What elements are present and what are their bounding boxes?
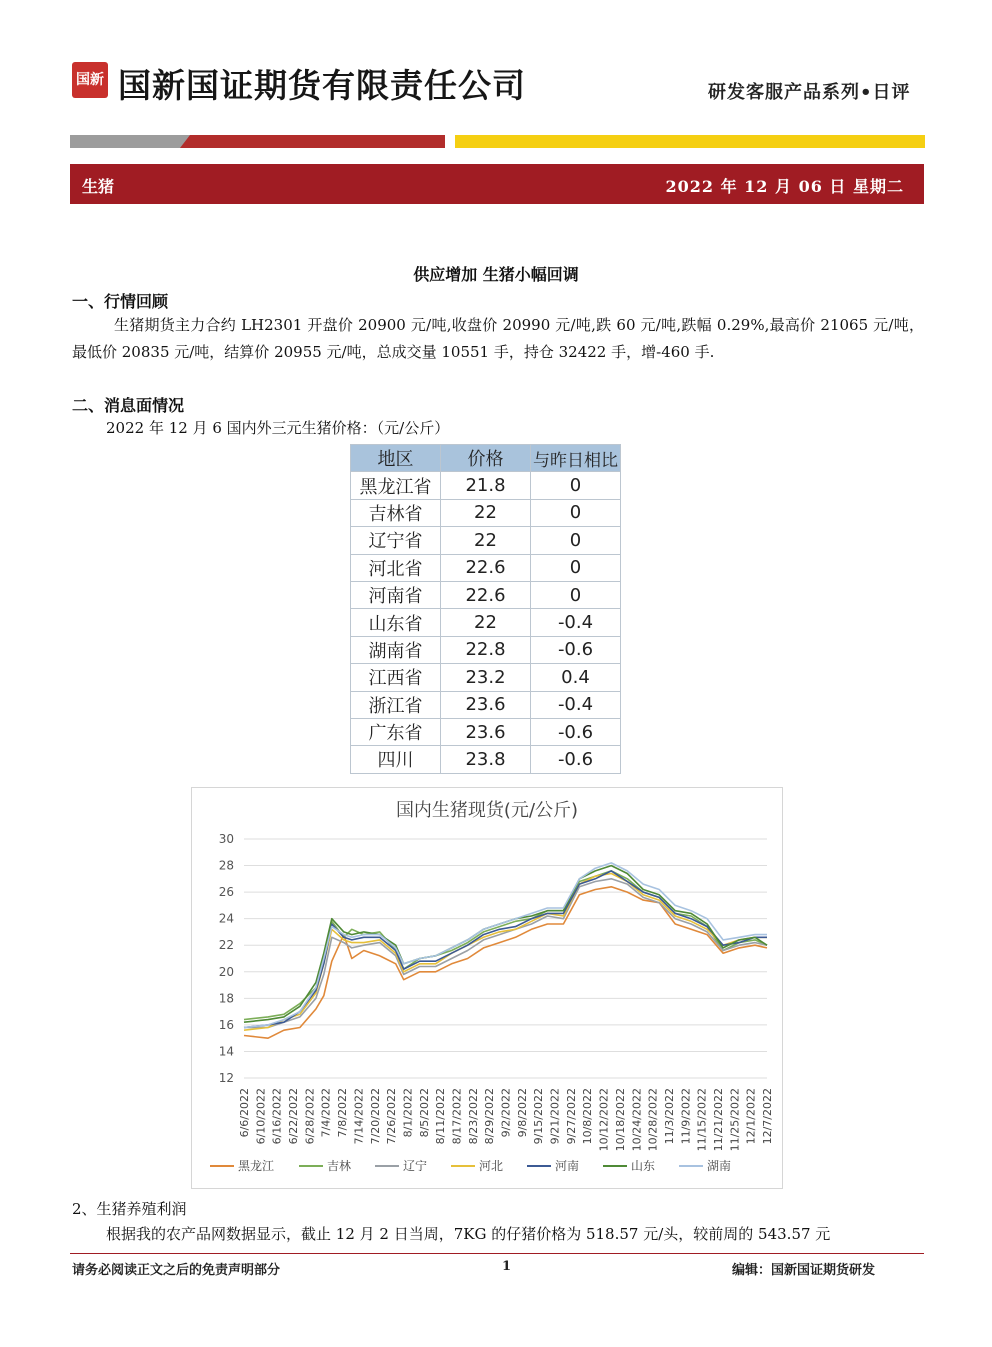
table-cell-region: 四川 bbox=[351, 746, 441, 773]
table-cell-price: 23.2 bbox=[441, 664, 531, 691]
x-tick-label: 6/16/2022 bbox=[270, 1088, 284, 1145]
table-cell-region: 广东省 bbox=[351, 718, 441, 745]
table-header-row bbox=[351, 445, 621, 472]
x-tick-label: 8/1/2022 bbox=[401, 1088, 415, 1138]
section-heading-news: 二、消息面情况 bbox=[72, 396, 185, 415]
table-cell-change: 0.4 bbox=[531, 664, 621, 691]
section-heading-profit: 2、生猪养殖利润 bbox=[72, 1200, 187, 1218]
x-tick-label: 7/14/2022 bbox=[352, 1088, 366, 1145]
legend-label: 吉林 bbox=[327, 1159, 352, 1173]
table-caption: 2022 年 12 月 6 国内外三元生猪价格：（元/公斤） bbox=[106, 419, 450, 437]
x-tick-label: 7/8/2022 bbox=[336, 1088, 350, 1138]
table-cell-region: 山东省 bbox=[351, 609, 441, 636]
series-line-5 bbox=[244, 871, 767, 1028]
table-cell-change: -0.4 bbox=[531, 691, 621, 718]
table-cell-region: 湖南省 bbox=[351, 636, 441, 663]
legend-label: 河北 bbox=[479, 1159, 504, 1173]
y-tick-label: 22 bbox=[218, 938, 234, 953]
table-cell-region: 吉林省 bbox=[351, 499, 441, 526]
x-tick-label: 6/10/2022 bbox=[254, 1088, 268, 1145]
x-tick-label: 7/20/2022 bbox=[368, 1088, 382, 1145]
table-cell-change: 0 bbox=[531, 499, 621, 526]
decor-bar-red bbox=[180, 135, 445, 148]
x-tick-label: 9/27/2022 bbox=[564, 1088, 578, 1145]
x-tick-label: 11/3/2022 bbox=[662, 1088, 676, 1145]
table-cell-change: 0 bbox=[531, 472, 621, 499]
table-row bbox=[351, 718, 621, 745]
x-tick-label: 8/17/2022 bbox=[450, 1088, 464, 1145]
table-row bbox=[351, 746, 621, 773]
report-series: 研发客服产品系列•日评 bbox=[708, 82, 911, 103]
x-tick-label: 9/8/2022 bbox=[515, 1088, 529, 1138]
table-row bbox=[351, 609, 621, 636]
table-row bbox=[351, 554, 621, 581]
y-tick-label: 20 bbox=[218, 964, 234, 979]
y-tick-label: 30 bbox=[218, 832, 234, 846]
table-cell-change: 0 bbox=[531, 581, 621, 608]
y-tick-label: 26 bbox=[218, 885, 234, 900]
table-cell-price: 22.8 bbox=[441, 636, 531, 663]
table-row bbox=[351, 499, 621, 526]
table-row bbox=[351, 581, 621, 608]
category-label: 生猪 bbox=[82, 177, 115, 196]
table-row bbox=[351, 691, 621, 718]
company-logo: 国新 bbox=[72, 62, 108, 98]
footer-divider bbox=[70, 1253, 924, 1254]
table-row bbox=[351, 472, 621, 499]
table-cell-price: 23.6 bbox=[441, 718, 531, 745]
table-cell-change: 0 bbox=[531, 554, 621, 581]
x-tick-label: 12/7/2022 bbox=[761, 1088, 774, 1145]
x-tick-label: 8/5/2022 bbox=[417, 1088, 431, 1138]
table-cell-price: 23.8 bbox=[441, 746, 531, 773]
y-tick-label: 24 bbox=[218, 911, 234, 926]
y-tick-label: 14 bbox=[218, 1044, 234, 1059]
table-cell-price: 23.6 bbox=[441, 691, 531, 718]
category-band bbox=[70, 164, 924, 204]
x-tick-label: 8/11/2022 bbox=[434, 1088, 448, 1145]
table-cell-change: -0.4 bbox=[531, 609, 621, 636]
x-tick-label: 6/22/2022 bbox=[287, 1088, 301, 1145]
x-tick-label: 10/12/2022 bbox=[597, 1088, 611, 1152]
table-cell-region: 黑龙江省 bbox=[351, 472, 441, 499]
table-cell-change: 0 bbox=[531, 527, 621, 554]
table-cell-price: 22 bbox=[441, 499, 531, 526]
y-tick-label: 18 bbox=[218, 991, 234, 1006]
x-tick-label: 9/2/2022 bbox=[499, 1088, 513, 1138]
x-tick-label: 6/28/2022 bbox=[303, 1088, 317, 1145]
table-header-change: 与昨日相比 bbox=[531, 445, 621, 472]
report-date: 2022 年 12 月 06 日 星期二 bbox=[665, 177, 904, 196]
x-tick-label: 10/18/2022 bbox=[613, 1088, 627, 1152]
y-tick-label: 12 bbox=[218, 1071, 234, 1085]
doc-title: 供应增加 生猪小幅回调 bbox=[413, 265, 579, 284]
table-cell-price: 22 bbox=[441, 527, 531, 554]
decor-bar-gray bbox=[70, 135, 190, 148]
legend-label: 黑龙江 bbox=[238, 1159, 275, 1173]
table-cell-change: -0.6 bbox=[531, 636, 621, 663]
decor-bar-yellow bbox=[455, 135, 925, 148]
x-tick-label: 10/28/2022 bbox=[646, 1088, 660, 1152]
y-tick-label: 16 bbox=[218, 1017, 234, 1032]
profit-text: 根据我的农产品网数据显示，截止 12 月 2 日当周，7KG 的仔猪价格为 518.57 元/头，较前周的 543.57 元 bbox=[106, 1225, 831, 1243]
x-tick-label: 9/21/2022 bbox=[548, 1088, 562, 1145]
table-header-price: 价格 bbox=[441, 445, 531, 472]
price-table bbox=[350, 444, 621, 774]
table-row bbox=[351, 527, 621, 554]
table-cell-region: 浙江省 bbox=[351, 691, 441, 718]
table-cell-price: 22 bbox=[441, 609, 531, 636]
x-tick-label: 10/24/2022 bbox=[630, 1088, 644, 1152]
x-tick-label: 8/29/2022 bbox=[483, 1088, 497, 1145]
table-cell-region: 河南省 bbox=[351, 581, 441, 608]
table-cell-region: 辽宁省 bbox=[351, 527, 441, 554]
legend-label: 辽宁 bbox=[403, 1159, 428, 1173]
table-cell-price: 22.6 bbox=[441, 581, 531, 608]
x-tick-label: 11/9/2022 bbox=[679, 1088, 693, 1145]
table-cell-change: -0.6 bbox=[531, 746, 621, 773]
table-row bbox=[351, 636, 621, 663]
page-number: 1 bbox=[502, 1259, 512, 1274]
section-heading-market-review: 一、行情回顾 bbox=[72, 292, 169, 311]
hog-price-chart bbox=[191, 787, 783, 1189]
table-cell-change: -0.6 bbox=[531, 718, 621, 745]
series-line-3 bbox=[244, 879, 767, 1028]
table-row bbox=[351, 664, 621, 691]
legend-label: 河南 bbox=[555, 1159, 580, 1173]
legend-label: 湖南 bbox=[707, 1159, 732, 1173]
table-cell-region: 江西省 bbox=[351, 664, 441, 691]
x-tick-label: 12/1/2022 bbox=[744, 1088, 758, 1145]
table-header-region: 地区 bbox=[351, 445, 441, 472]
x-tick-label: 11/15/2022 bbox=[695, 1088, 709, 1152]
table-cell-region: 河北省 bbox=[351, 554, 441, 581]
table-cell-price: 22.6 bbox=[441, 554, 531, 581]
footer-editor: 编辑：国新国证期货研发 bbox=[732, 1263, 876, 1278]
x-tick-label: 8/23/2022 bbox=[466, 1088, 480, 1145]
company-name: 国新国证期货有限责任公司 bbox=[118, 66, 526, 105]
footer-disclaimer: 请务必阅读正文之后的免责声明部分 bbox=[72, 1263, 281, 1278]
y-tick-label: 28 bbox=[218, 858, 234, 873]
market-review-text: 生猪期货主力合约 LH2301 开盘价 20900 元/吨,收盘价 20990 元/吨,跌 60 元/吨,跌幅 0.29%,最高价 21065 元/吨，最低价 20835 元/吨，结算价 20955 元/吨，总成交量 10551 手，持仓 32422 手，增-460 手. bbox=[72, 316, 924, 361]
x-tick-label: 10/8/2022 bbox=[581, 1088, 595, 1145]
chart-title: 国内生猪现货(元/公斤) bbox=[395, 800, 579, 821]
x-tick-label: 11/21/2022 bbox=[711, 1088, 725, 1152]
table-cell-price: 21.8 bbox=[441, 472, 531, 499]
x-tick-label: 11/25/2022 bbox=[728, 1088, 742, 1152]
x-tick-label: 6/6/2022 bbox=[238, 1088, 251, 1138]
x-tick-label: 7/26/2022 bbox=[385, 1088, 399, 1145]
series-line-4 bbox=[244, 874, 767, 1031]
chart-svg bbox=[192, 788, 782, 1188]
x-tick-label: 9/15/2022 bbox=[532, 1088, 546, 1145]
legend-label: 山东 bbox=[631, 1159, 656, 1173]
x-tick-label: 7/4/2022 bbox=[319, 1088, 333, 1138]
